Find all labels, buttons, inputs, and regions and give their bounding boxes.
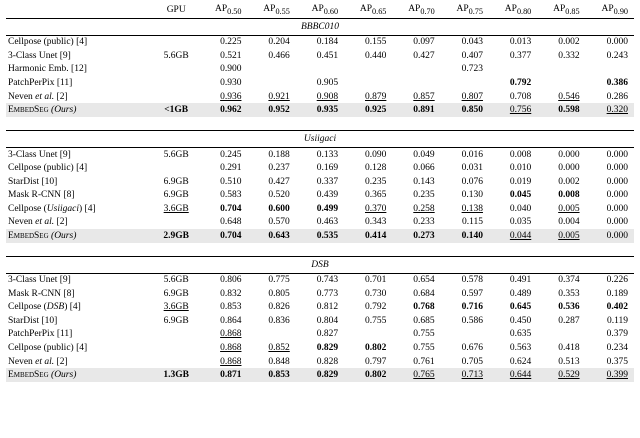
metric-cell: 0.243 [606,50,628,61]
header-ap-055: AP0.55 [247,4,295,18]
gpu-memory [153,63,199,77]
metric-cell: 0.755 [413,329,435,340]
gpu-memory: 1.3GB [153,368,199,382]
gpu-memory [153,355,199,369]
table-row [6,287,634,301]
metric-cell [247,328,295,342]
metric-cell: 0.169 [316,162,339,173]
metric-cell: 0.704 [220,203,242,214]
metric-cell [537,76,585,90]
metric-cell: 0.765 [392,368,440,382]
metric-cell: 0.399 [586,368,634,382]
metric-cell: 0.713 [441,368,489,382]
metric-cell: 0.031 [461,162,483,173]
metric-cell: 0.000 [606,176,628,187]
metric-cell: 0.140 [441,229,489,243]
metric-cell: 0.853 [247,368,295,382]
metric-cell: 0.797 [365,356,387,367]
table-row [6,90,634,104]
header-ap-080: AP0.80 [489,4,537,18]
metric-cell: 0.234 [606,343,628,354]
metric-cell: 0.521 [220,50,242,61]
metric-cell: 0.427 [413,50,435,61]
table-row [6,368,634,382]
method-name: EmbedSeg (Ours) [6,368,153,382]
gpu-memory: 3.6GB [163,302,189,313]
metric-cell: 0.806 [220,275,242,286]
metric-cell: 0.676 [461,343,483,354]
metric-cell: 0.510 [220,176,242,187]
metric-cell: 0.645 [509,302,532,313]
metric-cell [441,328,489,342]
metric-cell: 0.439 [316,190,339,201]
metric-cell: 0.905 [316,77,339,88]
metric-cell: 0.138 [461,203,483,214]
method-name: StarDist [10] [8,315,58,326]
metric-cell: 0.768 [413,302,435,313]
metric-cell: 0.463 [316,217,339,228]
gpu-memory: 6.9GB [163,315,189,326]
metric-cell: 0.499 [316,203,339,214]
metric-cell: 0.286 [606,91,628,102]
metric-cell: 0.115 [461,217,483,228]
method-name: 3-Class Unet [9] [8,50,71,61]
metric-cell: 0.233 [413,217,435,228]
method-name: Cellpose (public) [4] [8,37,88,48]
metric-cell: 0.049 [413,149,435,160]
metric-cell: 0.489 [509,288,532,299]
metric-cell: 0.332 [558,50,580,61]
method-name: 3-Class Unet [9] [8,275,71,286]
metric-cell: 0.802 [365,343,387,354]
metric-cell: 0.723 [461,64,483,75]
table-row [6,148,634,162]
metric-cell: 0.962 [199,103,247,117]
metric-cell: 0.853 [220,302,242,313]
metric-cell: 0.836 [268,315,290,326]
metric-cell: 0.375 [606,356,628,367]
metric-cell: 0.578 [461,275,483,286]
gpu-memory [153,161,199,175]
section-title: DSB [6,256,634,273]
metric-cell: 0.716 [461,302,483,313]
metric-cell: 0.730 [365,288,387,299]
metric-cell: 0.491 [509,275,532,286]
table-row [6,35,634,49]
gpu-memory [153,328,199,342]
metric-cell: 0.684 [413,288,435,299]
metric-cell: 0.935 [296,103,344,117]
method-name: Neven et al. [2] [8,217,68,228]
header-ap-065: AP0.65 [344,4,392,18]
metric-cell: 0.035 [509,217,532,228]
header-gpu: GPU [153,4,199,18]
metric-cell: 0.804 [316,315,339,326]
spacer-cell [6,243,634,257]
metric-cell: 0.570 [268,217,290,228]
metric-cell: 0.852 [268,343,290,354]
metric-cell: 0.775 [268,275,290,286]
results-table [6,4,634,382]
metric-cell: 0.644 [489,368,537,382]
metric-cell: 0.654 [413,275,435,286]
gpu-memory [153,90,199,104]
table-row [6,161,634,175]
section-spacer [6,117,634,131]
metric-cell: 0.708 [509,91,532,102]
header-ap-090: AP0.90 [586,4,634,18]
metric-cell: 0.529 [537,368,585,382]
metric-cell: 0.900 [220,64,242,75]
table-row [6,103,634,117]
metric-cell: 0.802 [344,368,392,382]
metric-cell: 0.235 [365,176,387,187]
table-row [6,216,634,230]
header-ap-050: AP0.50 [199,4,247,18]
metric-cell: 0.235 [413,190,435,201]
metric-cell: 0.000 [606,190,628,201]
metric-cell: 0.756 [489,103,537,117]
metric-cell [392,76,440,90]
metric-cell: 0.365 [365,190,387,201]
table-row [6,175,634,189]
section-header-row [6,18,634,35]
metric-cell: 0.000 [606,162,628,173]
header-ap-085: AP0.85 [537,4,585,18]
metric-cell: 0.337 [316,176,339,187]
metric-cell: 0.513 [558,356,580,367]
section-header-row [6,131,634,148]
section-title: Usiigaci [6,131,634,148]
metric-cell: 0.829 [316,343,339,354]
gpu-memory: 6.9GB [163,288,189,299]
metric-cell [296,63,344,77]
method-name: PatchPerPix [11] [8,77,73,88]
method-name: Mask R-CNN [8] [8,190,75,201]
metric-cell [537,63,585,77]
metric-cell: 0.016 [461,149,483,160]
metric-cell: 0.287 [558,315,580,326]
gpu-memory: 2.9GB [153,229,199,243]
table-row [6,273,634,287]
metric-cell: 0.685 [413,315,435,326]
metric-cell: 0.850 [441,103,489,117]
method-name: Cellpose (Usiigaci) [4] [8,203,96,214]
metric-cell: 0.792 [509,77,532,88]
metric-cell: 0.773 [316,288,339,299]
table-row [6,63,634,77]
metric-cell: 0.635 [509,329,532,340]
table-row [6,355,634,369]
method-name: 3-Class Unet [9] [8,149,71,160]
header-method [6,4,153,18]
method-name: Cellpose (DSB) [4] [8,302,81,313]
metric-cell: 0.864 [220,315,242,326]
spacer-cell [6,117,634,131]
metric-cell: 0.427 [268,176,290,187]
metric-cell: 0.184 [316,37,339,48]
metric-cell: 0.044 [489,229,537,243]
metric-cell: 0.237 [268,162,290,173]
section-title: BBBC010 [6,18,634,35]
metric-cell: 0.090 [365,149,387,160]
metric-cell: 0.000 [558,149,580,160]
metric-cell: 0.000 [606,149,628,160]
table-row [6,49,634,63]
table-row [6,202,634,216]
metric-cell: 0.701 [365,275,387,286]
metric-cell: 0.643 [247,229,295,243]
header-ap-075: AP0.75 [441,4,489,18]
metric-cell: 0.066 [413,162,435,173]
table-row [6,341,634,355]
metric-cell [489,63,537,77]
metric-cell: 0.705 [461,356,483,367]
method-name: Harmonic Emb. [12] [8,64,87,75]
metric-cell: 0.826 [268,302,290,313]
table-row [6,229,634,243]
metric-cell: 0.000 [606,203,628,214]
metric-cell: 0.807 [461,91,483,102]
metric-cell: 0.225 [220,37,242,48]
metric-cell: 0.466 [268,50,290,61]
table-body [6,18,634,382]
table-header-row [6,4,634,18]
metric-cell: 0.000 [606,217,628,228]
metric-cell: 0.043 [461,37,483,48]
metric-cell: 0.370 [365,203,387,214]
metric-cell: 0.407 [461,50,483,61]
metric-cell [247,76,295,90]
metric-cell: 0.871 [199,368,247,382]
metric-cell: 0.536 [558,302,580,313]
gpu-memory [153,216,199,230]
metric-cell: 0.002 [558,176,580,187]
table-head [6,4,634,18]
metric-cell: 0.188 [268,149,290,160]
gpu-memory [153,76,199,90]
method-name: EmbedSeg (Ours) [6,103,153,117]
gpu-memory: <1GB [153,103,199,117]
metric-cell: 0.827 [316,329,339,340]
table-row [6,314,634,328]
metric-cell [344,76,392,90]
metric-cell [537,328,585,342]
metric-cell: 0.004 [558,217,580,228]
metric-cell: 0.450 [509,315,532,326]
metric-cell: 0.600 [268,203,290,214]
metric-cell: 0.563 [509,343,532,354]
header-ap-060: AP0.60 [296,4,344,18]
metric-cell: 0.908 [316,91,339,102]
gpu-memory: 5.6GB [163,149,189,160]
metric-cell: 0.848 [268,356,290,367]
metric-cell: 0.930 [220,77,242,88]
metric-cell [441,76,489,90]
metric-cell: 0.002 [558,37,580,48]
metric-cell: 0.343 [365,217,387,228]
metric-cell: 0.204 [268,37,290,48]
metric-cell [247,63,295,77]
metric-cell: 0.921 [268,91,290,102]
metric-cell: 0.000 [586,229,634,243]
metric-cell: 0.128 [365,162,387,173]
metric-cell: 0.891 [392,103,440,117]
metric-cell [392,63,440,77]
gpu-memory: 6.9GB [163,176,189,187]
table-row [6,76,634,90]
metric-cell: 0.704 [199,229,247,243]
metric-cell: 0.013 [509,37,532,48]
metric-cell: 0.000 [558,162,580,173]
method-name: Cellpose (public) [4] [8,162,88,173]
metric-cell: 0.761 [413,356,435,367]
gpu-memory: 6.9GB [163,190,189,201]
metric-cell: 0.005 [537,229,585,243]
metric-cell: 0.868 [220,343,242,354]
table-row [6,328,634,342]
metric-cell [344,328,392,342]
metric-cell: 0.119 [606,315,628,326]
metric-cell: 0.755 [413,343,435,354]
metric-cell: 0.379 [606,329,628,340]
method-name: Mask R-CNN [8] [8,288,75,299]
gpu-memory [153,35,199,49]
metric-cell: 0.377 [509,50,532,61]
metric-cell: 0.273 [392,229,440,243]
metric-cell [586,63,634,77]
metric-cell: 0.586 [461,315,483,326]
metric-cell: 0.936 [220,91,242,102]
metric-cell: 0.291 [220,162,242,173]
metric-cell: 0.008 [558,190,580,201]
metric-cell: 0.832 [220,288,242,299]
metric-cell: 0.374 [558,275,580,286]
metric-cell: 0.828 [316,356,339,367]
metric-cell: 0.130 [461,190,483,201]
metric-cell: 0.040 [509,203,532,214]
metric-cell: 0.440 [365,50,387,61]
method-name: Neven et al. [2] [8,91,68,102]
method-name: PatchPerPix [11] [8,329,73,340]
metric-cell: 0.402 [606,302,628,313]
metric-cell: 0.097 [413,37,435,48]
metric-cell: 0.583 [220,190,242,201]
metric-cell: 0.812 [316,302,339,313]
section-spacer [6,243,634,257]
metric-cell: 0.258 [413,203,435,214]
gpu-memory: 3.6GB [163,203,189,214]
metric-cell: 0.076 [461,176,483,187]
method-name: StarDist [10] [8,176,58,187]
table-row [6,300,634,314]
metric-cell: 0.451 [316,50,339,61]
metric-cell: 0.868 [220,356,242,367]
metric-cell: 0.829 [296,368,344,382]
metric-cell: 0.868 [220,329,242,340]
table-row [6,188,634,202]
metric-cell: 0.418 [558,343,580,354]
metric-cell: 0.226 [606,275,628,286]
gpu-memory [153,341,199,355]
metric-cell: 0.952 [247,103,295,117]
method-name: Cellpose (public) [4] [8,343,88,354]
metric-cell: 0.857 [413,91,435,102]
metric-cell: 0.535 [296,229,344,243]
metric-cell: 0.520 [268,190,290,201]
gpu-memory: 5.6GB [163,50,189,61]
metric-cell [344,63,392,77]
metric-cell: 0.010 [509,162,532,173]
metric-cell: 0.755 [365,315,387,326]
metric-cell: 0.155 [365,37,387,48]
metric-cell: 0.879 [365,91,387,102]
header-ap-070: AP0.70 [392,4,440,18]
metric-cell: 0.000 [606,37,628,48]
metric-cell: 0.245 [220,149,242,160]
metric-cell: 0.133 [316,149,339,160]
metric-cell: 0.925 [344,103,392,117]
gpu-memory: 5.6GB [163,275,189,286]
metric-cell: 0.143 [413,176,435,187]
metric-cell: 0.386 [606,77,628,88]
method-name: EmbedSeg (Ours) [6,229,153,243]
metric-cell: 0.008 [509,149,532,160]
metric-cell: 0.624 [509,356,532,367]
metric-cell: 0.320 [586,103,634,117]
metric-cell: 0.353 [558,288,580,299]
metric-cell: 0.019 [509,176,532,187]
metric-cell: 0.546 [558,91,580,102]
metric-cell: 0.792 [365,302,387,313]
metric-cell: 0.005 [558,203,580,214]
section-header-row [6,256,634,273]
metric-cell: 0.598 [537,103,585,117]
metric-cell: 0.743 [316,275,339,286]
metric-cell: 0.414 [344,229,392,243]
metric-cell: 0.045 [509,190,532,201]
metric-cell: 0.189 [606,288,628,299]
metric-cell: 0.648 [220,217,242,228]
method-name: Neven et al. [2] [8,356,68,367]
metric-cell: 0.805 [268,288,290,299]
metric-cell: 0.597 [461,288,483,299]
